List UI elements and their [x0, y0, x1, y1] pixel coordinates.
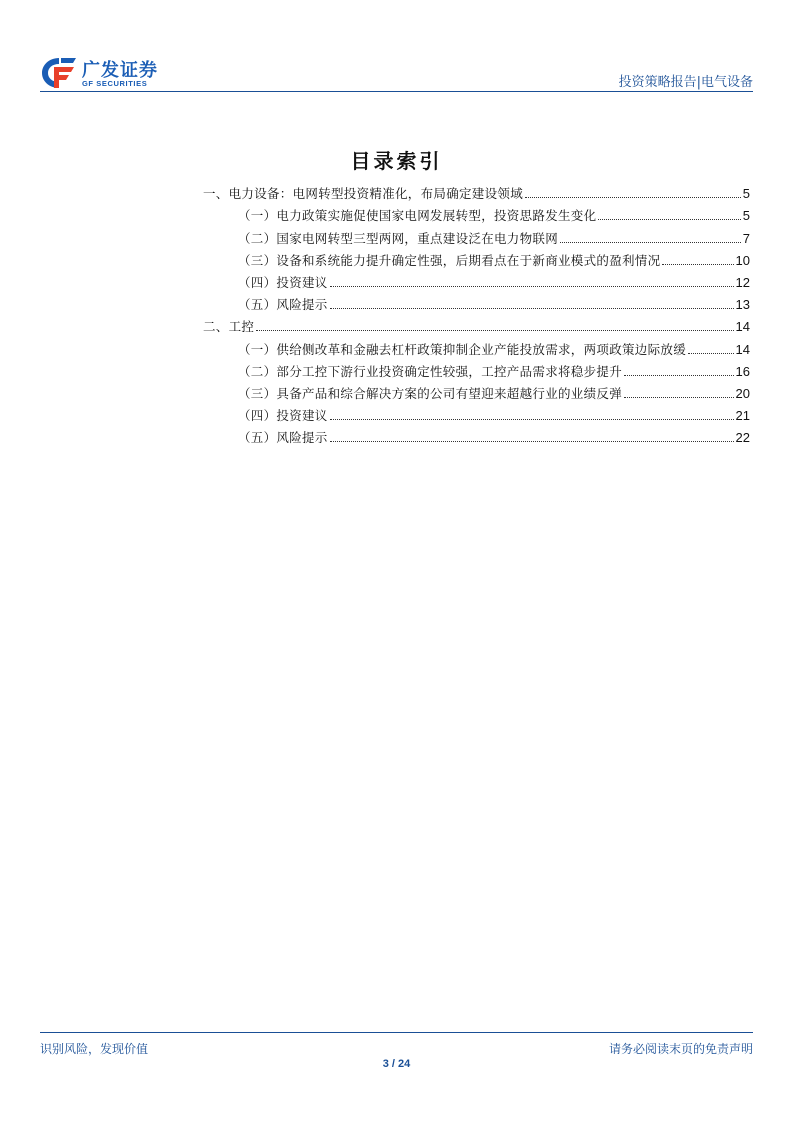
toc-entry[interactable] [203, 313, 750, 335]
toc-entry-page: 7 [742, 230, 750, 246]
toc-leader-dots [330, 419, 734, 420]
toc-leader-dots [688, 353, 734, 354]
company-logo [40, 56, 170, 90]
toc-leader-dots [560, 242, 741, 243]
toc-entry-page: 14 [735, 341, 750, 357]
toc-entry-page: 20 [735, 385, 750, 401]
toc-title: 目录索引 [350, 149, 443, 173]
toc-leader-dots [598, 219, 740, 220]
toc-entry[interactable] [203, 247, 750, 269]
toc-entry[interactable] [203, 424, 750, 446]
footer-divider [40, 1032, 753, 1033]
footer-disclaimer-note: 请务必阅读末页的免责声明 [608, 1042, 753, 1056]
toc-leader-dots [330, 286, 734, 287]
toc-entry[interactable] [203, 291, 750, 313]
toc-entry-page: 5 [742, 186, 750, 202]
page-header [40, 52, 753, 92]
toc-entry[interactable] [203, 224, 750, 246]
toc-leader-dots [624, 375, 734, 376]
report-type: 投资策略报告|电气设备 [618, 75, 753, 90]
toc-entry-text: （二）部分工控下游行业投资确定性较强，工控产品需求将稳步提升 [238, 363, 623, 379]
toc-leader-dots [330, 441, 734, 442]
logo-english-name: GF SECURITIES [82, 79, 148, 88]
toc-entry[interactable] [203, 402, 750, 424]
toc-entry-page: 16 [735, 363, 750, 379]
toc-entry-text: （二）国家电网转型三型两网，重点建设泛在电力物联网 [238, 230, 559, 246]
footer-slogan: 识别风险，发现价值 [40, 1042, 149, 1056]
logo-chinese-name: 广发证券 [82, 60, 158, 81]
toc-entry-text: （四）投资建议 [238, 408, 328, 424]
toc-entry-page: 12 [735, 274, 750, 290]
toc-leader-dots [256, 330, 733, 331]
toc-entry-text: （五）风险提示 [238, 297, 328, 313]
toc-entry-text: （三）设备和系统能力提升确定性强，后期看点在于新商业模式的盈利情况 [238, 252, 661, 268]
toc-leader-dots [330, 308, 734, 309]
toc-entry-text: （一）供给侧改革和金融去杠杆政策抑制企业产能投放需求，两项政策边际放缓 [238, 341, 687, 357]
header-divider [40, 91, 753, 92]
toc-entry-text: 二、工控 [203, 319, 255, 335]
table-of-contents [203, 180, 750, 446]
toc-entry-page: 14 [735, 319, 750, 335]
toc-entry[interactable] [203, 180, 750, 202]
toc-leader-dots [624, 397, 734, 398]
toc-entry-text: （四）投资建议 [238, 274, 328, 290]
toc-entry-text: （五）风险提示 [238, 430, 328, 446]
toc-entry[interactable] [203, 380, 750, 402]
toc-entry-page: 22 [735, 430, 750, 446]
toc-entry[interactable] [203, 358, 750, 380]
toc-entry-text: （一）电力政策实施促使国家电网发展转型，投资思路发生变化 [238, 208, 597, 224]
toc-entry-page: 13 [735, 297, 750, 313]
page-number: 3 / 24 [382, 1058, 411, 1070]
toc-entry[interactable] [203, 202, 750, 224]
toc-entry[interactable] [203, 335, 750, 357]
toc-entry-page: 5 [742, 208, 750, 224]
toc-leader-dots [662, 264, 733, 265]
toc-entry-page: 21 [735, 408, 750, 424]
toc-entry-page: 10 [735, 252, 750, 268]
toc-entry[interactable] [203, 269, 750, 291]
toc-entry-text: 一、电力设备：电网转型投资精准化，布局确定建设领域 [203, 186, 524, 202]
toc-leader-dots [525, 197, 741, 198]
toc-entry-text: （三）具备产品和综合解决方案的公司有望迎来超越行业的业绩反弹 [238, 385, 623, 401]
gf-logo-icon [40, 56, 78, 90]
